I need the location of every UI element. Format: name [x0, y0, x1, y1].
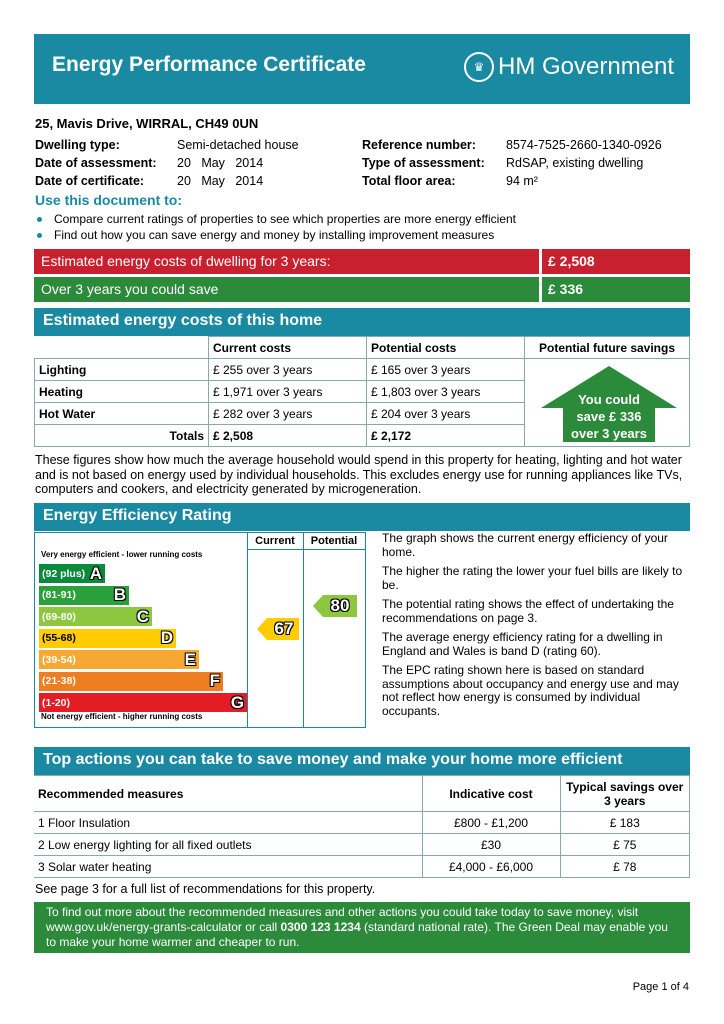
floor-area-label: Total floor area: — [362, 174, 456, 188]
page-title: Energy Performance Certificate — [52, 53, 366, 76]
assessment-date-label: Date of assessment: — [35, 156, 157, 170]
current-cost-cell: £ 255 over 3 years — [209, 359, 367, 381]
reference-number-label: Reference number: — [362, 138, 476, 152]
band-letter: D — [160, 628, 173, 647]
bullet-item — [35, 227, 516, 243]
more-info-box — [34, 902, 690, 953]
rating-band-a — [39, 564, 105, 583]
measure-cell: 3 Solar water heating — [34, 856, 422, 878]
band-range: (92 plus) — [42, 567, 86, 580]
rating-band-c — [39, 607, 152, 626]
page-number: Page 1 of 4 — [632, 981, 689, 993]
totals-current: £ 2,508 — [209, 425, 367, 447]
band-letter: F — [209, 671, 220, 690]
current-cost-cell: £ 1,971 over 3 years — [209, 381, 367, 403]
more-info-text-end: (standard national rate). The Green Deal may enable you to make your home warmer and cheaper to run. — [46, 920, 668, 949]
potential-rating-value: 80 — [330, 596, 350, 615]
saving-cell: £ 75 — [560, 834, 690, 856]
rating-band-f — [39, 672, 223, 691]
table-row — [34, 812, 690, 834]
assessment-type-value: RdSAP, existing dwelling — [506, 156, 644, 170]
row-label: Lighting — [35, 359, 209, 381]
potential-cost-cell: £ 165 over 3 years — [367, 359, 525, 381]
use-document-heading: Use this document to: — [35, 192, 183, 208]
row-label: Hot Water — [35, 403, 209, 425]
bullet-text: Compare current ratings of properties to see which properties are more energy efficient — [54, 212, 517, 226]
rating-divider — [247, 549, 365, 550]
costs-header-blank — [35, 337, 209, 359]
current-column-header: Current — [255, 535, 295, 547]
bullet-text: Find out how you can save energy and money by installing improvement measures — [54, 228, 495, 242]
bottom-label: Not energy efficient - higher running costs — [41, 712, 203, 721]
actions-header-measure: Recommended measures — [34, 776, 422, 812]
assessment-date-value: 20 May 2014 — [177, 156, 264, 170]
band-letter: A — [89, 563, 102, 583]
saving-cell: £ 183 — [560, 812, 690, 834]
bullet-item — [35, 211, 516, 227]
more-info-text: To find out more about the recommended measures and other actions you could take today to save money, visit www.gov.uk/energy-grants-calculator or call — [46, 905, 639, 934]
band-range: (21-38) — [42, 675, 76, 687]
costs-explanation: These figures show how much the average household would spend in this property for heating, lighting and hot water and is not based on energy used by individual households. This excludes energy use for running appliances like TVs, computers and cookers, and electricity generated by microgeneration. — [35, 453, 683, 496]
rating-text-paragraph: The potential rating shows the effect of undertaking the recommendations on page 3. — [382, 597, 674, 625]
rating-band-e — [39, 650, 199, 669]
band-range: (1-20) — [42, 696, 71, 709]
cost-cell: £4,000 - £6,000 — [422, 856, 560, 878]
band-letter: C — [136, 606, 149, 626]
band-letter: B — [113, 585, 126, 604]
band-range: (69-80) — [42, 610, 76, 623]
rating-band-g — [39, 693, 247, 712]
actions-header-savings: Typical savings over 3 years — [560, 776, 690, 812]
estimated-costs-value: £ 2,508 — [548, 253, 595, 269]
actions-header-cost: Indicative cost — [422, 776, 560, 812]
savings-arrow-line: over 3 years — [571, 426, 647, 441]
totals-label: Totals — [35, 425, 209, 447]
assessment-type-label: Type of assessment: — [362, 156, 485, 170]
estimated-costs-bar — [34, 249, 690, 274]
costs-header-potential: Potential costs — [367, 337, 525, 359]
row-label: Heating — [35, 381, 209, 403]
rating-text-paragraph: The graph shows the current energy efficiency of your home. — [382, 531, 668, 559]
rating-chart — [34, 532, 366, 728]
hm-government-text: HM Government — [498, 53, 675, 80]
property-info-right — [362, 138, 662, 192]
potential-cost-cell: £ 204 over 3 years — [367, 403, 525, 425]
phone-number: 0300 123 1234 — [280, 920, 361, 934]
bullet-icon — [37, 217, 42, 222]
floor-area-value: 94 m² — [506, 174, 538, 188]
totals-potential: £ 2,172 — [367, 425, 525, 447]
estimated-costs-label: Estimated energy costs of dwelling for 3 years: — [34, 249, 542, 274]
costs-header-savings: Potential future savings — [525, 337, 690, 359]
savings-bar — [34, 277, 690, 302]
band-range: (81-91) — [42, 589, 76, 601]
savings-arrow-text — [541, 391, 677, 442]
rating-divider — [247, 533, 248, 727]
rating-band-b — [39, 586, 129, 605]
savings-arrow-line: You could — [578, 392, 640, 407]
cost-cell: £800 - £1,200 — [422, 812, 560, 834]
current-cost-cell: £ 282 over 3 years — [209, 403, 367, 425]
cost-cell: £30 — [422, 834, 560, 856]
measure-cell: 2 Low energy lighting for all fixed outlets — [34, 834, 422, 856]
savings-value: £ 336 — [548, 281, 584, 297]
band-range: (39-54) — [42, 653, 76, 666]
current-rating-value: 67 — [274, 619, 294, 638]
certificate-date-label: Date of certificate: — [35, 174, 145, 188]
certificate-date-value: 20 May 2014 — [177, 174, 264, 188]
table-row — [34, 856, 690, 878]
see-page-note: See page 3 for a full list of recommendations for this property. — [35, 882, 376, 896]
property-address: 25, Mavis Drive, WIRRAL, CH49 0UN — [35, 116, 259, 131]
bullet-icon — [37, 233, 42, 238]
rating-text-paragraph: The EPC rating shown here is based on standard assumptions about occupancy and energy use and may not reflect how energy is consumed by individual occupants. — [382, 663, 679, 718]
dwelling-type-label: Dwelling type: — [35, 138, 120, 152]
band-range: (55-68) — [42, 632, 76, 644]
costs-header-current: Current costs — [209, 337, 367, 359]
rating-text-paragraph: The higher the rating the lower your fuel bills are likely to be. — [382, 564, 683, 592]
actions-table — [34, 775, 690, 878]
rating-band-d — [39, 629, 176, 648]
rating-section-header: Energy Efficiency Rating — [34, 503, 690, 531]
potential-column-header: Potential — [310, 535, 358, 547]
property-info-left — [35, 138, 299, 192]
dwelling-type-value: Semi-detached house — [177, 138, 299, 152]
crest-icon: ♛ — [464, 52, 494, 82]
saving-cell: £ 78 — [560, 856, 690, 878]
rating-explanation — [382, 532, 692, 724]
use-bullets — [35, 211, 516, 243]
rating-text-paragraph: The average energy efficiency rating for a dwelling in England and Wales is band D (rating 60). — [382, 630, 663, 658]
potential-cost-cell: £ 1,803 over 3 years — [367, 381, 525, 403]
measure-cell: 1 Floor Insulation — [34, 812, 422, 834]
savings-label: Over 3 years you could save — [34, 277, 542, 302]
rating-divider — [303, 533, 304, 727]
energy-costs-section-header: Estimated energy costs of this home — [34, 308, 690, 336]
band-letter: G — [230, 692, 244, 712]
savings-arrow-line: save £ 336 — [576, 409, 642, 424]
reference-number-value: 8574-7525-2660-1340-0926 — [506, 138, 662, 152]
table-row — [34, 834, 690, 856]
band-letter: E — [184, 649, 196, 669]
hm-government-logo — [464, 52, 674, 82]
top-label: Very energy efficient - lower running costs — [41, 550, 203, 559]
actions-section-header: Top actions you can take to save money and make your home more efficient — [34, 747, 690, 775]
